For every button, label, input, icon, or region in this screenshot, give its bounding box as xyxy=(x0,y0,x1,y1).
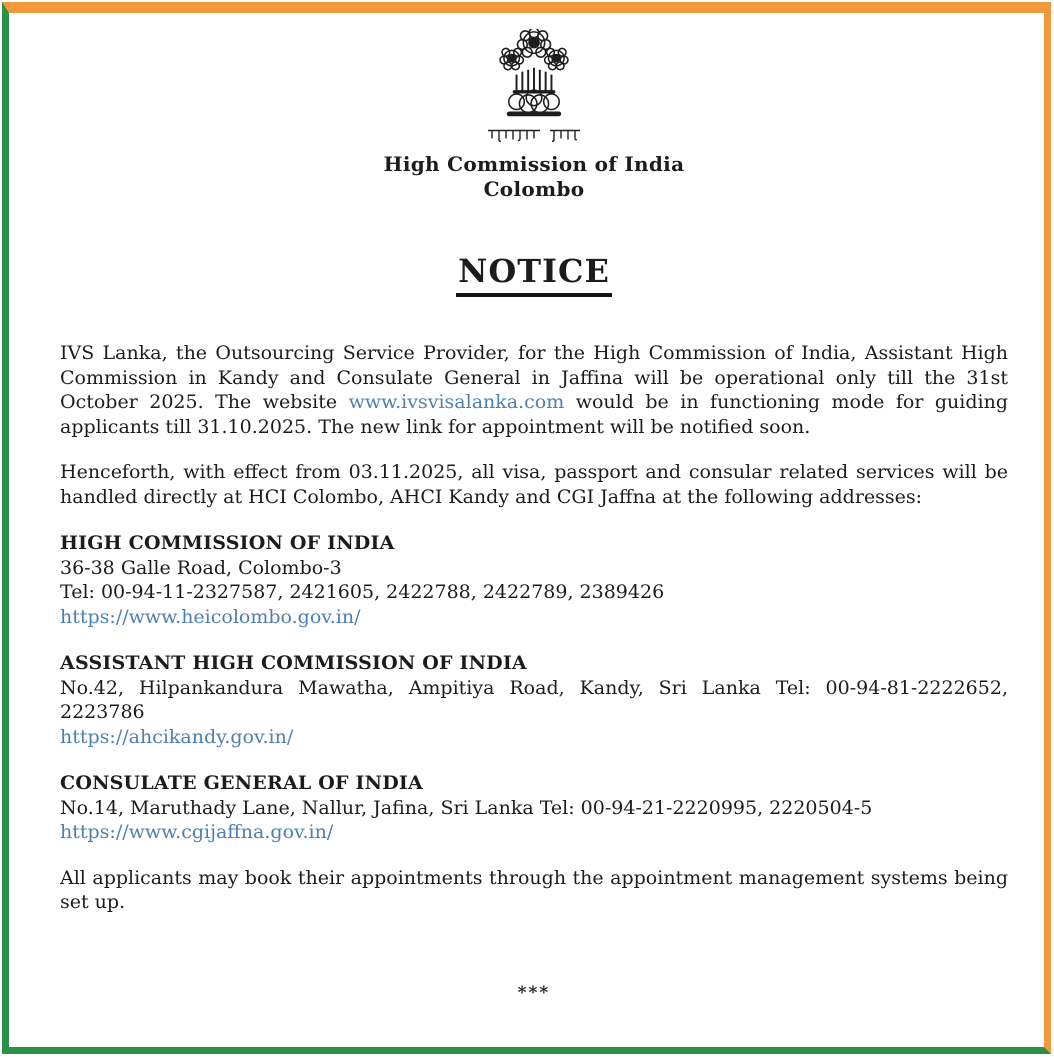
office-name: CONSULATE GENERAL OF INDIA xyxy=(60,772,423,794)
effective-date-paragraph: Henceforth, with effect from 03.11.2025, all visa, passport and consular related services will be handled directly at HCI Colombo, AHCI Kandy and CGI Jaffna at the following addresses: xyxy=(60,461,1008,508)
office-name: HIGH COMMISSION OF INDIA xyxy=(60,532,395,554)
office-address: No.14, Maruthady Lane, Nallur, Jafina, Sri Lanka Tel: 00-94-21-2220995, 2220504-5 xyxy=(60,796,873,819)
office-name: ASSISTANT HIGH COMMISSION OF INDIA xyxy=(60,652,527,674)
notice-title-row xyxy=(60,252,1008,297)
office-telephone: Tel: 00-94-11-2327587, 2421605, 2422788, 2422789, 2389426 xyxy=(60,581,665,603)
document-header xyxy=(60,152,1008,202)
notice-document xyxy=(9,13,1044,1003)
ivs-website-link[interactable]: www.ivsvisalanka.com xyxy=(348,391,565,413)
intro-paragraph xyxy=(60,341,1008,439)
intro-text-after-link: would be in functioning mode for guiding applicants till 31.10.2025. The new link for appointment will be notified soon. xyxy=(60,391,1008,438)
emblem-container xyxy=(60,29,1008,144)
ahci-kandy-website-link[interactable]: https://ahcikandy.gov.in/ xyxy=(60,725,294,748)
office-address-line-2: 2223786 xyxy=(60,701,145,723)
emblem-motto-container xyxy=(60,128,1008,144)
tricolor-border-frame xyxy=(2,2,1051,1054)
notice-title: NOTICE xyxy=(456,252,612,297)
satyameva-jayate-motto xyxy=(486,128,582,142)
hci-colombo-website-link[interactable]: https://www.heicolombo.gov.in/ xyxy=(60,605,361,628)
closing-paragraph: All applicants may book their appointments through the appointment management systems being set up. xyxy=(60,866,1008,913)
office-address-line-1: No.42, Hilpankandura Mawatha, Ampitiya Road, Kandy, Sri Lanka Tel: 00-94-81-2222652, xyxy=(60,676,1008,699)
office-block-cgi-jaffna xyxy=(60,771,1008,845)
end-of-document-mark: *** xyxy=(517,982,551,1003)
org-city: Colombo xyxy=(483,177,585,201)
cgi-jaffna-website-link[interactable]: https://www.cgijaffna.gov.in/ xyxy=(60,821,334,843)
office-block-hci-colombo xyxy=(60,531,1008,629)
office-block-ahci-kandy xyxy=(60,651,1008,749)
india-state-emblem-icon xyxy=(495,29,573,126)
org-name: High Commission of India xyxy=(383,152,685,176)
office-address: 36-38 Galle Road, Colombo-3 xyxy=(60,556,342,579)
intro-text-before-link: IVS Lanka, the Outsourcing Service Provider, for the High Commission of India, Assistant High Commission in Kandy and Consulate General in Jaffina will be operational only till the 31st October 2025. The website xyxy=(60,342,1008,413)
